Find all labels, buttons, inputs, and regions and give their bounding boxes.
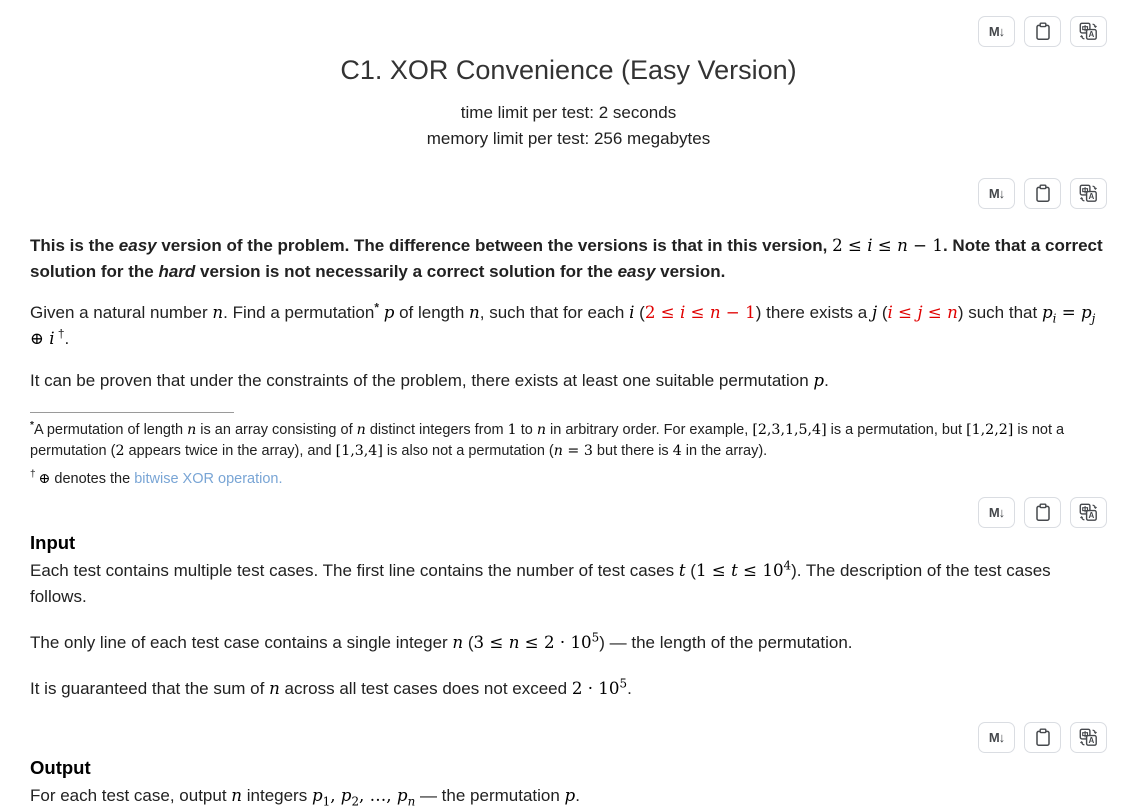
text-run: p	[396, 785, 408, 805]
text-run: n	[897, 236, 908, 255]
statement-paragraph	[30, 368, 1107, 394]
text-run: ≤	[685, 303, 710, 323]
problem-legend	[30, 233, 1107, 490]
text-run: 4	[783, 558, 792, 573]
text-run: i	[679, 303, 686, 323]
text-run: n	[231, 785, 243, 805]
footnote-paragraph	[30, 469, 1107, 490]
translate-icon	[1079, 503, 1098, 522]
text-run: [2,3,1,5,4]	[752, 422, 827, 439]
text-run: is a permutation, but	[826, 422, 967, 439]
translate-icon	[1079, 184, 1098, 203]
markdown-download-button[interactable]	[978, 16, 1015, 47]
footnote-marker-dagger: †	[54, 326, 65, 341]
text-run: i	[1052, 311, 1057, 326]
input-paragraph	[30, 558, 1107, 609]
translate-button[interactable]	[1070, 497, 1107, 528]
bitwise-xor-link[interactable]: bitwise XOR operation.	[134, 471, 283, 488]
text-run: 10	[762, 561, 784, 581]
footnote-marker-asterisk: *	[30, 420, 34, 432]
text-run: (	[877, 303, 888, 323]
text-run: .	[824, 371, 829, 391]
text-run: i	[629, 303, 635, 323]
statement-paragraph	[30, 233, 1107, 284]
text-run: =	[1056, 303, 1081, 323]
text-run: j	[1091, 311, 1096, 326]
translate-icon	[1079, 22, 1098, 41]
text-run: ≤	[706, 561, 732, 581]
text-run: p	[311, 785, 323, 805]
translate-icon	[1079, 728, 1098, 747]
text-run: n	[709, 303, 721, 323]
text-run: across all test cases does not exceed	[279, 678, 572, 698]
text-run: 2 · 10	[571, 678, 620, 698]
output-specification	[30, 757, 1107, 809]
text-run: version is not necessarily a correct solution for the	[195, 261, 618, 281]
markdown-download-button[interactable]	[978, 722, 1015, 753]
time-limit: time limit per test: 2 seconds	[460, 103, 677, 122]
text-run: This is the	[30, 236, 119, 255]
text-run: n	[536, 422, 546, 439]
text-run: ≤	[484, 632, 509, 652]
input-specification	[30, 532, 1107, 701]
text-run: but there is	[592, 443, 673, 460]
text-run: to	[516, 422, 537, 439]
markdown-download-icon: M↓	[988, 186, 1005, 201]
clipboard-icon	[1034, 22, 1052, 41]
copy-button[interactable]	[1024, 722, 1061, 753]
svg-text:A: A	[1088, 735, 1095, 745]
copy-button[interactable]	[1024, 178, 1061, 209]
input-heading: Input	[30, 532, 76, 554]
text-run: ) such that	[957, 303, 1042, 323]
text-run: 1	[322, 793, 331, 808]
text-run: 3	[583, 443, 593, 460]
memory-limit: memory limit per test: 256 megabytes	[426, 129, 711, 148]
statement-toolbar	[30, 178, 1107, 209]
copy-button[interactable]	[1024, 497, 1061, 528]
svg-text:A: A	[1088, 511, 1095, 521]
input-paragraph	[30, 676, 1107, 702]
text-run: . Find a permutation	[223, 303, 375, 323]
input-paragraph	[30, 630, 1107, 656]
clipboard-icon	[1034, 503, 1052, 522]
text-run: − 1	[720, 303, 756, 323]
text-run: ≤	[892, 303, 918, 323]
text-run: p	[1080, 303, 1092, 323]
text-run: distinct integers from	[365, 422, 508, 439]
text-run: i	[887, 303, 893, 323]
markdown-download-button[interactable]	[978, 497, 1015, 528]
text-run: n	[508, 632, 520, 652]
text-run: i	[867, 236, 873, 255]
markdown-download-icon: M↓	[988, 505, 1005, 521]
text-run: 2	[644, 303, 656, 323]
text-run: A permutation of length	[33, 422, 188, 439]
text-run: . Note that a correct solution for the	[30, 236, 1103, 281]
markdown-download-button[interactable]	[978, 178, 1015, 209]
copy-button[interactable]	[1024, 16, 1061, 47]
text-run: n	[452, 632, 464, 652]
text-run: (	[634, 303, 645, 323]
text-run: (	[685, 561, 696, 581]
text-run: n	[269, 678, 280, 698]
text-run: p	[340, 785, 352, 805]
text-run: − 1	[907, 236, 943, 255]
text-run: version of the problem. The difference between the versions is that in this version,	[156, 236, 833, 255]
translate-button[interactable]	[1070, 178, 1107, 209]
text-run: n	[947, 303, 958, 323]
text-run: t	[678, 561, 686, 581]
footnote-paragraph	[30, 420, 1107, 462]
text-run: 3	[473, 632, 485, 652]
text-run: integers	[242, 785, 312, 805]
text-run: For each test case, output	[30, 785, 232, 805]
footnote-marker-asterisk: *	[374, 300, 379, 315]
text-run: Given a natural number	[30, 303, 213, 323]
markdown-download-icon: M↓	[988, 24, 1005, 39]
text-run: .	[575, 785, 580, 805]
text-run: [1,2,2]	[966, 422, 1014, 439]
text-run: in the array).	[681, 443, 768, 460]
svg-text:A: A	[1088, 30, 1095, 39]
text-run: The only line of each test case contains a single integer	[30, 632, 453, 652]
text-run: j	[871, 303, 878, 323]
text-run: .	[627, 678, 632, 698]
text-run: p	[1041, 303, 1053, 323]
text-run: ⊕	[38, 471, 51, 488]
text-run: p	[383, 303, 395, 323]
statement-paragraph	[30, 300, 1107, 352]
text-run: ≤	[922, 303, 948, 323]
footnote-divider	[30, 412, 234, 413]
text-run: — the permutation	[415, 785, 565, 805]
text-run: n	[356, 422, 366, 439]
text-run: n	[212, 303, 224, 323]
translate-button[interactable]	[1070, 16, 1107, 47]
text-run: version.	[655, 261, 726, 281]
text-run: , …,	[359, 785, 397, 805]
text-run: 2	[115, 443, 125, 460]
text-run: It can be proven that under the constraints of the problem, there exists at least one suitable permutation	[30, 371, 814, 391]
text-run: 2	[351, 793, 360, 808]
text-run: ≤	[737, 561, 763, 581]
text-run: =	[562, 443, 584, 460]
text-run: 2	[832, 236, 843, 255]
header-toolbar	[30, 16, 1107, 47]
text-run: ) there exists a	[755, 303, 872, 323]
text-run: ≤	[842, 236, 868, 255]
translate-button[interactable]	[1070, 722, 1107, 753]
text-run: ≤	[519, 632, 544, 652]
text-run: ≤	[872, 236, 898, 255]
text-run: 5	[591, 629, 600, 644]
text-run: n	[187, 422, 197, 439]
input-toolbar	[30, 497, 1107, 528]
clipboard-icon	[1034, 184, 1052, 203]
text-run: ) — the length of the permutation.	[599, 632, 853, 652]
text-run: 1	[695, 561, 707, 581]
text-run: n	[407, 793, 416, 808]
text-run: ,	[330, 785, 341, 805]
svg-text:A: A	[1088, 192, 1095, 201]
text-run: p	[564, 785, 576, 805]
text-run: 4	[672, 443, 682, 460]
text-run: 5	[619, 675, 628, 690]
text-run: .	[64, 329, 70, 349]
output-paragraph	[30, 783, 1107, 809]
text-run: is not a permutation (	[30, 422, 1065, 460]
text-run: ⊕	[30, 329, 50, 349]
text-run: [1,3,4]	[335, 443, 383, 460]
text-run: (	[463, 632, 474, 652]
text-run: 2 · 10	[543, 632, 592, 652]
text-run: is also not a permutation (	[382, 443, 554, 460]
text-run: p	[813, 371, 825, 391]
text-run: ≤	[655, 303, 680, 323]
text-run: in arbitrary order. For example,	[546, 422, 753, 439]
text-run: It is guaranteed that the sum of	[30, 678, 270, 698]
text-run: j	[917, 303, 923, 323]
text-run: 1	[507, 422, 517, 439]
footnotes	[30, 420, 1107, 490]
text-run: n	[469, 303, 480, 323]
text-run: t	[731, 561, 738, 581]
text-run: denotes the	[50, 471, 135, 488]
markdown-download-icon: M↓	[988, 729, 1005, 745]
text-run: hard	[158, 261, 196, 281]
output-heading: Output	[30, 756, 91, 778]
output-toolbar	[30, 722, 1107, 753]
text-run: easy	[118, 236, 157, 255]
text-run: ). The description of the test cases follows.	[30, 561, 1051, 607]
text-run: appears twice in the array), and	[124, 443, 336, 460]
text-run: i	[49, 329, 55, 349]
text-run: Each test contains multiple test cases. The first line contains the number of test cases	[30, 561, 679, 581]
text-run: , such that for each	[479, 303, 630, 323]
text-run: n	[553, 443, 563, 460]
footnote-marker-dagger: †	[30, 469, 39, 481]
text-run: easy	[617, 261, 656, 281]
clipboard-icon	[1034, 728, 1052, 747]
text-run: of length	[394, 303, 470, 323]
problem-title: C1. XOR Convenience (Easy Version)	[340, 55, 797, 85]
text-run: is an array consisting of	[196, 422, 357, 439]
